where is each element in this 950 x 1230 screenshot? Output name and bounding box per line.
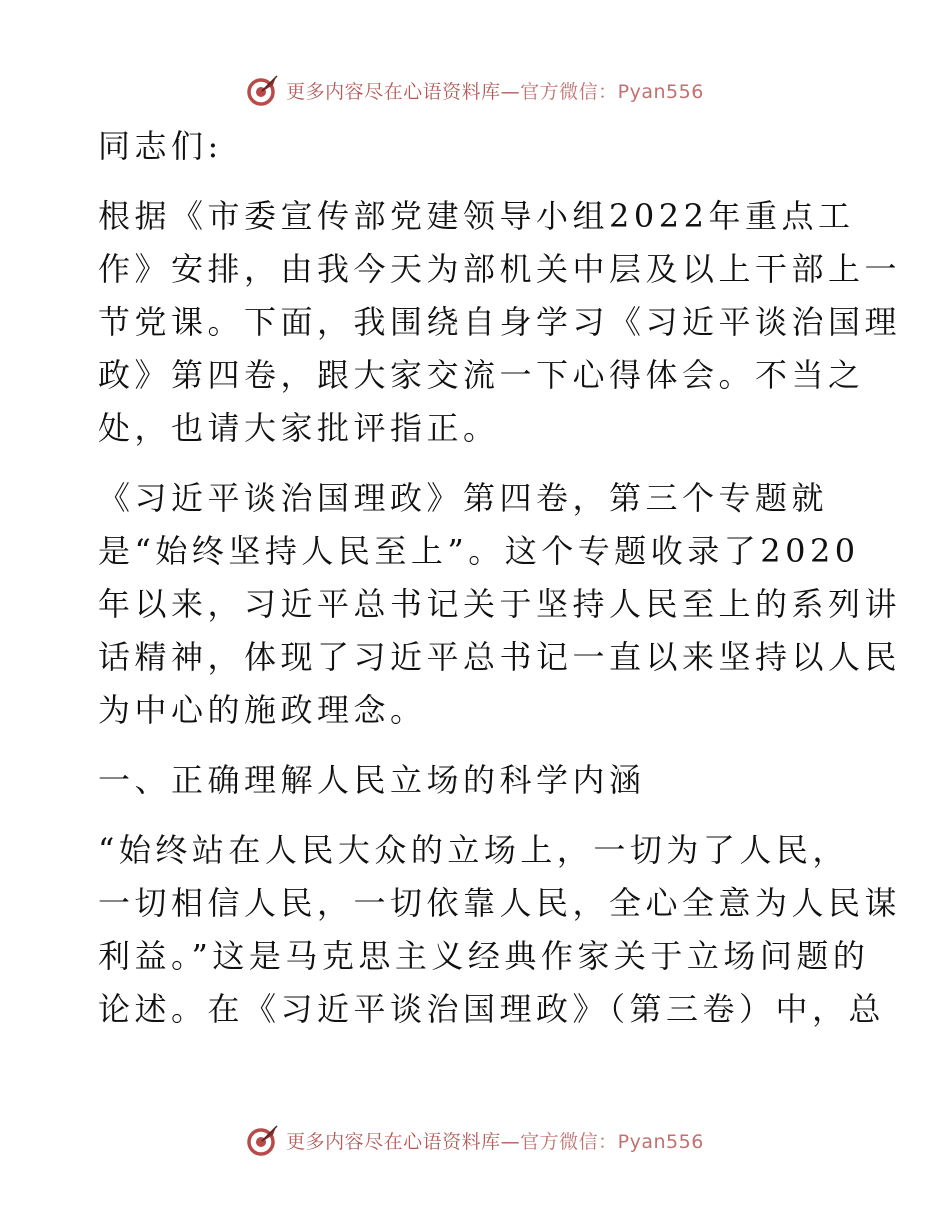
watermark-text	[286, 1127, 704, 1154]
text-line: 节党课。下面，我围绕自身学习《习近平谈治国理	[98, 303, 902, 341]
text-line: 《习近平谈治国理政》第四卷，第三个专题就	[98, 479, 829, 517]
text-line: 一切相信人民，一切依靠人民，全心全意为人民谋	[98, 884, 902, 922]
text-line: 根据《市委宣传部党建领导小组2022年重点工	[98, 197, 855, 235]
text-line: 为中心的施政理念。	[98, 691, 427, 729]
text-line: 同志们:	[98, 127, 223, 165]
watermark-main: 更多内容尽在心语资料库	[286, 80, 501, 103]
watermark-dash: —	[500, 1130, 521, 1153]
watermark-wechat: 官方微信：Pyan556	[520, 80, 704, 103]
watermark-dash: —	[500, 80, 521, 103]
paragraph-topic	[98, 472, 902, 737]
paragraph-intro	[98, 190, 902, 455]
watermark-wechat: 官方微信：Pyan556	[520, 1130, 704, 1153]
heading-line: 一、正确理解人民立场的科学内涵	[98, 761, 646, 799]
text-line: 论述。在《习近平谈治国理政》（第三卷）中，总	[98, 990, 886, 1028]
paragraph-quote	[98, 824, 902, 1036]
quill-logo-icon	[246, 1123, 280, 1157]
footer-watermark-banner	[0, 1120, 950, 1160]
quill-logo-icon	[246, 73, 280, 107]
text-line: 作》安排，由我今天为部机关中层及以上干部上一	[98, 250, 902, 288]
text-line: “始终站在人民大众的立场上，一切为了人民，	[98, 831, 849, 869]
text-line: 话精神，体现了习近平总书记一直以来坚持以人民	[98, 638, 902, 676]
paragraph-greeting	[98, 120, 858, 173]
document-body	[98, 120, 902, 1036]
section-heading	[98, 754, 858, 807]
watermark-text	[286, 77, 704, 104]
watermark-main: 更多内容尽在心语资料库	[286, 1130, 501, 1153]
text-line: 是“始终坚持人民至上”。这个专题收录了2020	[98, 532, 860, 570]
text-line: 处，也请大家批评指正。	[98, 409, 500, 447]
text-line: 年以来，习近平总书记关于坚持人民至上的系列讲	[98, 585, 902, 623]
text-line: 政》第四卷，跟大家交流一下心得体会。不当之	[98, 356, 865, 394]
text-line: 利益。”这是马克思主义经典作家关于立场问题的	[98, 937, 870, 975]
header-watermark-banner	[0, 70, 950, 110]
